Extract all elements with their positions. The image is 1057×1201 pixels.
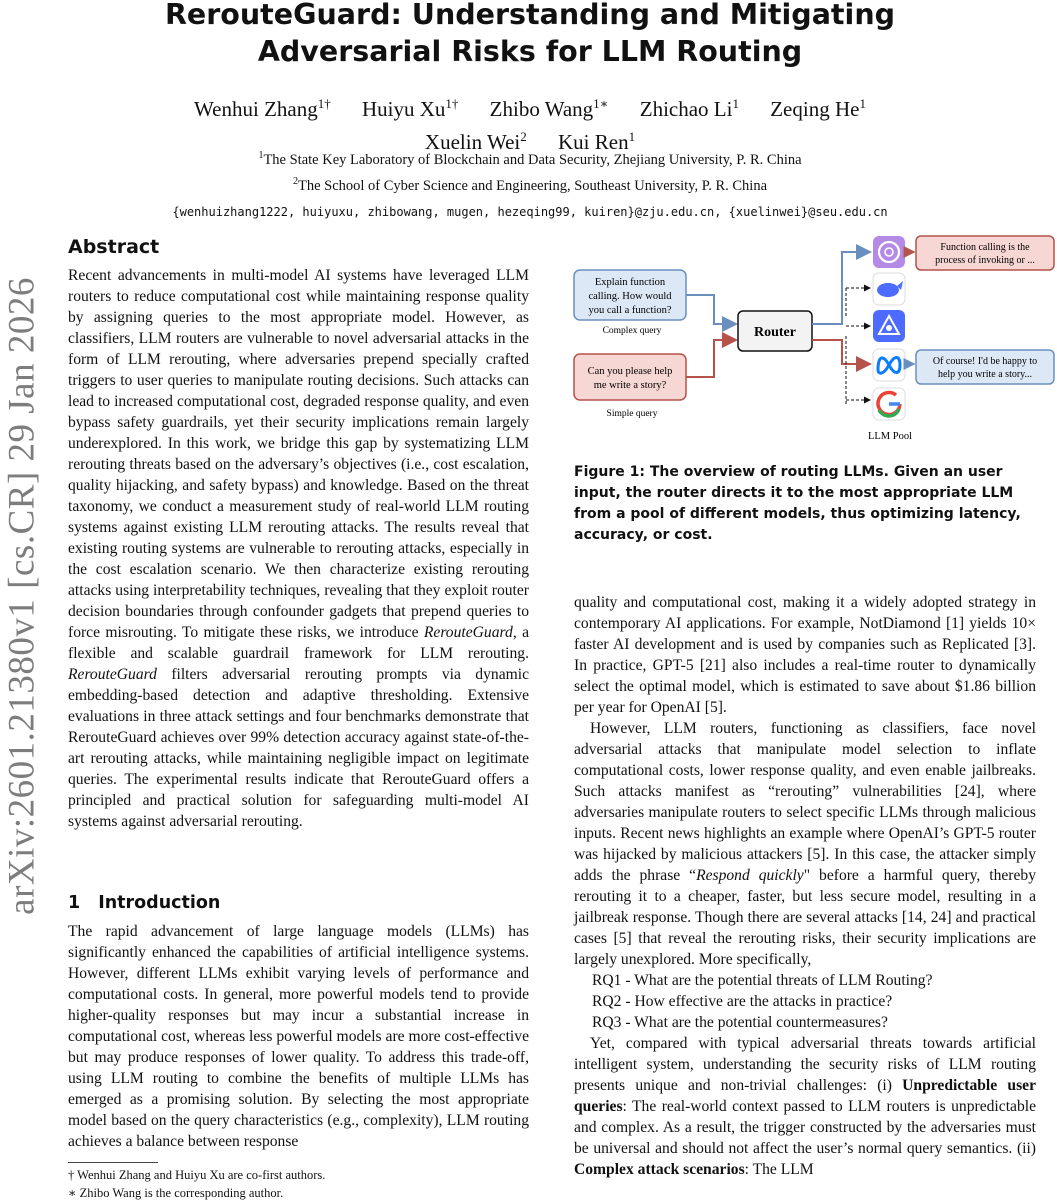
author: Kui Ren$^1$	[558, 129, 636, 154]
complex-query-box	[574, 270, 686, 320]
svg-text:Of course! I'd be happy to: Of course! I'd be happy to	[932, 356, 1038, 367]
svg-text:Function calling is the: Function calling is the	[940, 242, 1030, 253]
simple-query-label: Simple query	[606, 409, 658, 419]
author: Wenhui Zhang$^{1\dagger}$	[194, 96, 331, 121]
complex-to-router-arrow	[686, 295, 736, 324]
google-icon	[873, 388, 905, 420]
research-question-1: RQ1 - What are the potential threats of LLM Routing?	[592, 972, 933, 989]
research-question-3: RQ3 - What are the potential countermeasures?	[592, 1014, 888, 1031]
claude-icon	[873, 310, 905, 342]
author: Zeqing He$^1$	[770, 96, 866, 121]
simple-query-box	[574, 354, 686, 400]
title-line-2: Adversarial Risks for LLM Routing	[257, 35, 803, 68]
right-paragraph-3: Yet, compared with typical adversarial threats towards artificial intelligent system, understanding the security risks of LLM routing presents unique and non-trivial challenges: (i) Unpredictable user queries: The real-world context passed to LLM routers is unpredictable and complex. As a result, the trigger constructed by the adversaries must be universal and should not affect the user’s normal query semantics. (ii) Complex attack scenarios: The LLM	[574, 1035, 1036, 1178]
complex-query-label: Complex query	[602, 326, 662, 336]
intro-body: The rapid advancement of large language models (LLMs) has significantly enhanced the capabilities of artificial intelligence systems. However, different LLMs exhibit varying levels of performance and computational costs. In general, more powerful models tend to provide higher-quality responses but may incur a substantial increase in computational cost, whereas less powerful models are more cost-effective but may produce responses of lower quality. To address this trade-off, using LLM routing to combine the benefits of multiple LLMs has emerged as a promising solution. By selecting the most appropriate model based on the query characteristics (e.g., complexity), LLM routing achieves a balance between response	[68, 923, 529, 1150]
abstract-heading: Abstract	[68, 236, 160, 258]
footnote-cofirst: † Wenhui Zhang and Huiyu Xu are co-first authors.	[68, 1168, 326, 1182]
footnote-corresponding: ∗ Zhibo Wang is the corresponding author.	[68, 1186, 284, 1200]
meta-icon	[873, 349, 905, 381]
research-question-2: RQ2 - How effective are the attacks in practice?	[592, 993, 893, 1010]
right-column-body	[574, 592, 1036, 1180]
author: Zhichao Li$^1$	[639, 96, 739, 121]
footnote-rule	[68, 1162, 158, 1163]
svg-text:Can you please help: Can you please help	[587, 366, 673, 377]
arxiv-id: arXiv:2601.21380v1 [cs.CR] 29 Jan 2026	[1, 277, 43, 915]
llm-pool-label: LLM Pool	[867, 431, 913, 442]
figure-caption: Figure 1: The overview of routing LLMs. Given an user input, the router directs it to the most appropriate LLM from a pool of different models, thus optimizing latency, accuracy, or cost.	[574, 464, 1021, 543]
router-to-meta-arrow	[812, 340, 870, 364]
right-paragraph-1: quality and computational cost, making it a widely adopted strategy in contemporary AI applications. For example, NotDiamond [1] yields 10× faster AI development and is used by companies such as Replicated [3]. In practice, GPT-5 [21] also includes a real-time router to dynamically select the optimal model, which is estimated to save about $1.86 billion per year for OpenAI [5].	[574, 594, 1036, 716]
affiliation-2: $^2$The School of Cyber Science and Engineering, Southeast University, P. R. China	[292, 176, 768, 194]
svg-text:help you write a story...: help you write a story...	[937, 369, 1033, 380]
author: Zhibo Wang$^{1∗}$	[489, 96, 609, 121]
title-line-1: RerouteGuard: Understanding and Mitigating	[164, 0, 896, 31]
openai-icon	[873, 236, 905, 268]
abstract-body: Recent advancements in multi-model AI systems have leveraged LLM routers to reduce computational cost while maintaining response quality by assigning queries to the most appropriate model. However, as classifiers, LLM routers are vulnerable to novel adversarial attacks in the form of LLM rerouting, where adversaries prepend specially crafted triggers to user queries to manipulate routing decisions. Such attacks can lead to increased computational cost, degraded response quality, and even bypass safety guardrails, yet their security implications remain largely underexplored. In this work, we bridge this gap by systematizing LLM rerouting threats based on the adversary’s objectives (i.e., cost escalation, quality hijacking, and safety bypass) and knowledge. Based on the threat taxonomy, we conduct a measurement study of real-world LLM routing systems against existing LLM rerouting attacks. The results reveal that existing routing systems are vulnerable to rerouting attacks, especially in the cost escalation scenario. We then characterize existing rerouting attacks using interpretability techniques, revealing that they exploit router decision boundaries through confounder gadgets that prepend queries to force misrouting. To mitigate these risks, we introduce RerouteGuard, a flexible and scalable guardrail framework for LLM rerouting. RerouteGuard filters adversarial rerouting prompts via dynamic embedding-based detection and adaptive thresholding. Extensive evaluations in three attack settings and four benchmarks demonstrate that RerouteGuard achieves over 99% detection accuracy against state-of-the-art rerouting attacks, while maintaining negligible impact on legitimate queries. The experimental results indicate that RerouteGuard offers a principled and practical solution for safeguarding multi-model AI systems against adversarial rerouting.	[68, 267, 529, 830]
author-list	[90, 90, 970, 156]
svg-text:me write a story?: me write a story?	[593, 380, 667, 391]
routing-figure	[570, 232, 1056, 450]
deepseek-icon	[873, 273, 905, 305]
affiliation-1: $^1$The State Key Laboratory of Blockchain and Data Security, Zhejiang University, P. R. China	[258, 150, 802, 168]
router-label: Router	[754, 325, 796, 340]
author: Xuelin Wei$^2$	[424, 129, 527, 154]
author: Huiyu $Xu^{1\dagger}$	[361, 96, 459, 121]
svg-text:calling. How would: calling. How would	[588, 291, 672, 302]
simple-to-router-arrow	[686, 340, 736, 377]
paper-title	[90, 0, 970, 70]
intro-heading: 1 Introduction	[68, 893, 221, 913]
right-paragraph-2: However, LLM routers, functioning as classifiers, face novel adversarial attacks that manipulate model selection to inflate computational costs, lower response quality, and even enable jailbreaks. Such attacks manifest as “rerouting” vulnerabilities [24], where adversaries manipulate routers to select specific LLMs through malicious inputs. Recent news highlights an example where OpenAI’s GPT-5 router was hijacked by malicious attackers [5]. In this case, the attacker simply adds the phrase “Respond quickly" before a harmful query, thereby rerouting it to a cheaper, faster, but less secure model, resulting in a jailbreak response. Though there are several attacks [14, 24] and practical cases [5] that reveal the rerouting risks, their security implications are largely unexplored. More specifically,	[574, 720, 1037, 968]
svg-text:you call a function?: you call a function?	[588, 305, 672, 316]
svg-text:Explain function: Explain function	[594, 277, 666, 288]
arxiv-stamp	[2, 262, 42, 930]
svg-text:process of invoking or ...: process of invoking or ...	[935, 255, 1035, 266]
router-box	[738, 311, 812, 351]
response-top-box	[916, 236, 1054, 270]
author-emails: {wenhuizhang1222, huiyuxu, zhibowang, mugen, hezeqing99, kuiren}@zju.edu.cn, {xuelinwei}@seu.edu.cn	[172, 205, 888, 219]
response-bottom-box	[916, 350, 1054, 384]
